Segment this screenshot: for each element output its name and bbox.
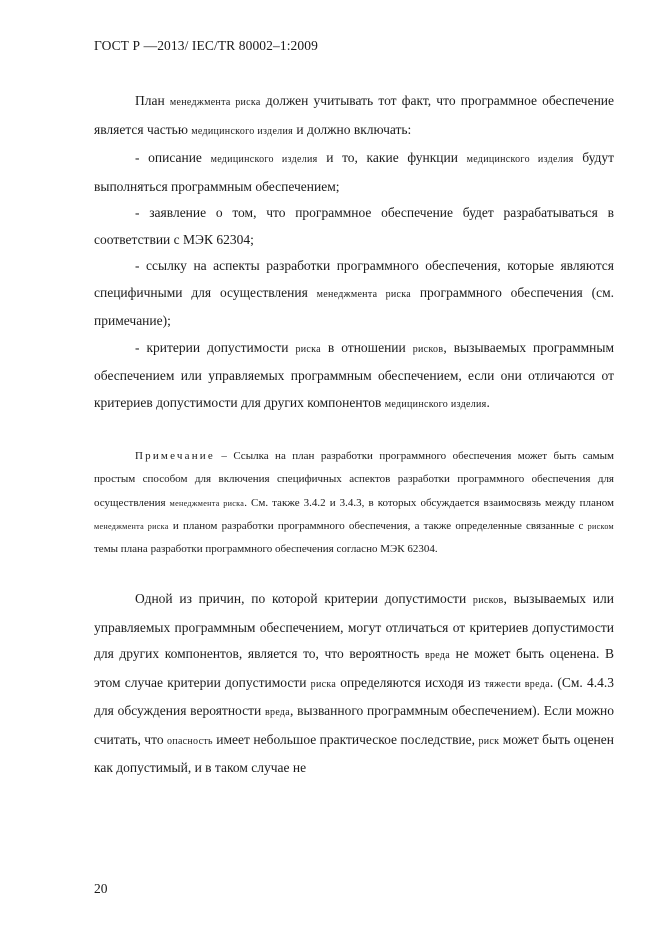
paragraph-acceptability-reasons — [94, 586, 614, 782]
paragraph-risk-plan — [94, 88, 614, 145]
term-risk: риска — [310, 678, 337, 690]
term-risk-management: менеджмента риска — [169, 97, 261, 108]
text-run: – Ссылка на план разработки программного обеспечения может быть самым простым способом для включения специфичных аспектов разработки программного обеспечения для осуществления — [94, 450, 614, 509]
note-label: Примечание — [135, 450, 215, 462]
list-item-iec62304-statement — [94, 200, 614, 253]
note-paragraph — [94, 445, 614, 561]
term-severity-of-harm: тяжести вреда — [484, 678, 550, 690]
term-medical-device: медицинского изделия — [210, 154, 318, 165]
text-run: должен учитывать тот факт, что программное обеспечение является частью — [94, 93, 615, 137]
text-run: - описание — [135, 150, 211, 165]
text-run: имеет небольшое практическое последствие, — [212, 731, 479, 747]
term-risks: рисков — [412, 343, 444, 355]
text-run: определяются исходя из — [336, 674, 485, 690]
list-item-development-aspects — [94, 253, 614, 335]
document-header: ГОСТ Р —2013/ IEC/TR 80002–1:2009 — [94, 38, 318, 53]
term-risk-management: менеджмента риска — [94, 521, 169, 531]
term-risk: риском — [587, 521, 614, 531]
term-medical-device: медицинского изделия — [384, 398, 487, 410]
text-run: . — [486, 394, 490, 410]
term-risk: риска — [295, 343, 321, 355]
text-run: не может быть оценена. В этом случае критерии допустимости — [94, 646, 614, 690]
term-risks: рисков — [472, 595, 504, 607]
term-medical-device: медицинского изделия — [466, 154, 574, 165]
term-harm: вреда — [265, 707, 291, 719]
term-risk-management: менеджмента риска — [169, 498, 245, 508]
document-body — [94, 88, 614, 782]
text-run: . (См. 4.4.3 для обсуждения вероятности — [94, 674, 614, 719]
text-run: темы плана разработки программного обеспечения согласно МЭК 62304. — [94, 543, 438, 556]
text-run: и должно включать: — [293, 121, 412, 137]
page-number: 20 — [94, 881, 108, 896]
text-run: , вызываемых или управляемых программным обеспечением, могут отличаться от критериев допустимости для других компонентов, является то, что вероятность — [94, 591, 614, 662]
note-block — [94, 445, 614, 561]
term-risk: риск — [478, 735, 500, 747]
term-medical-device: медицинского изделия — [191, 125, 293, 137]
text-run: - критерии допустимости — [135, 339, 296, 355]
text-run: и то, какие функции — [317, 150, 467, 165]
text-run: в отношении — [320, 339, 413, 355]
term-hazard: опасность — [167, 735, 213, 747]
text-run: План — [135, 93, 170, 108]
text-run: - ссылку на аспекты разработки программного обеспечения, которые являются специфичными для осуществления — [94, 258, 614, 300]
term-risk-management: менеджмента риска — [316, 288, 411, 300]
text-run: может быть оценен как допустимый, и в таком случае не — [94, 731, 614, 776]
list-item-device-description — [94, 145, 614, 200]
text-run: . См. также 3.4.2 и 3.4.3, в которых обсуждается взаимосвязь между планом — [244, 496, 614, 509]
text-run: будут выполняться программным обеспечением; — [94, 150, 614, 194]
text-run: Одной из причин, по которой критерии допустимости — [135, 591, 473, 607]
list-item-acceptability-criteria — [94, 335, 614, 419]
term-harm: вреда — [424, 650, 451, 662]
text-run: и планом разработки программного обеспечения, а также определенные связанные с — [168, 519, 588, 532]
text-run: , вызываемых программным обеспечением или управляемых программным обеспечением, если они отличаются от критериев допустимости для других компонентов — [94, 339, 614, 410]
text-run: , вызванного программным обеспечением). Если можно считать, что — [94, 703, 614, 747]
text-run: - заявление о том, что программное обеспечение будет разрабатываться в соответствии с МЭК 62304; — [94, 205, 614, 247]
text-run: программного обеспечения (см. примечание); — [94, 284, 614, 328]
